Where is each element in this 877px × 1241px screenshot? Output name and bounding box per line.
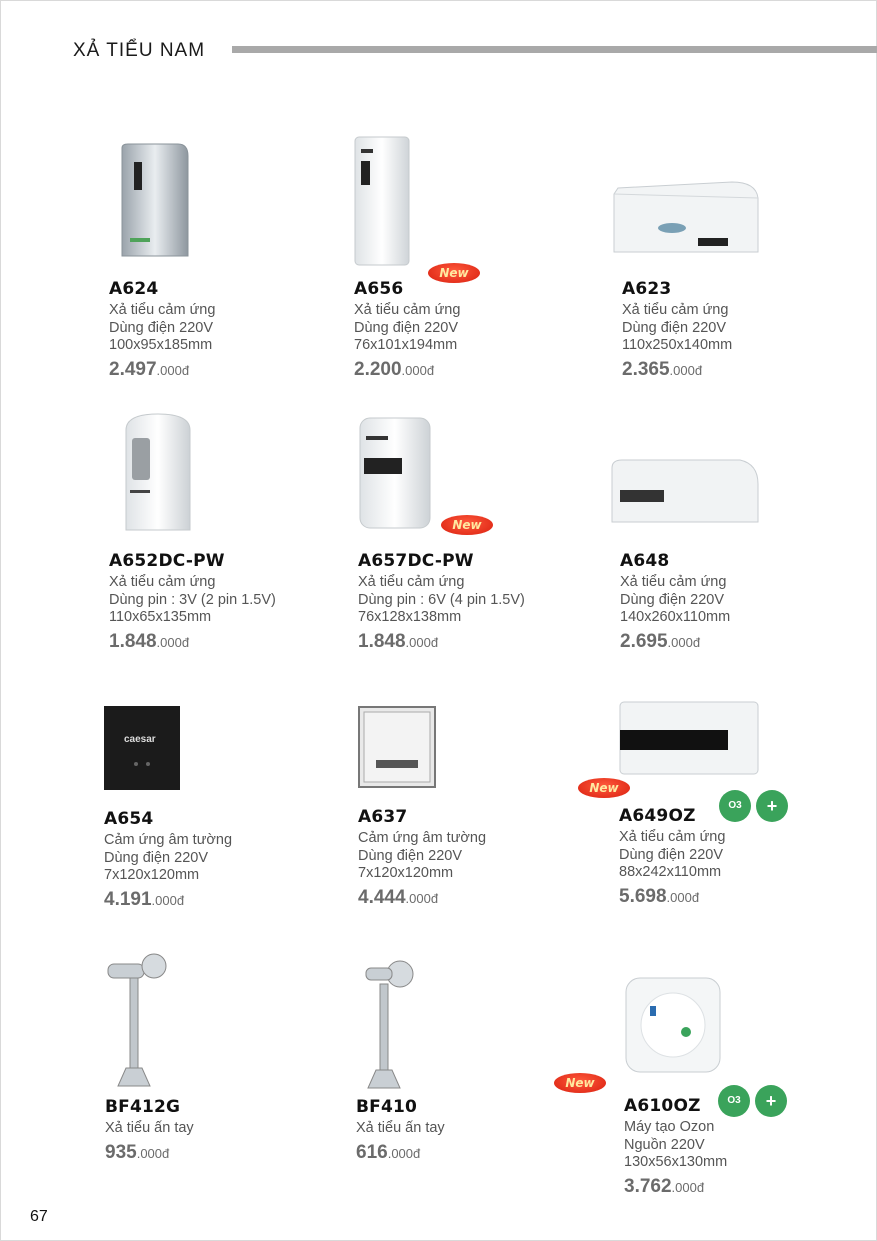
- product-spec: Xả tiểu cảm ứng: [109, 302, 216, 318]
- product-spec: 140x260x110mm: [620, 609, 731, 625]
- price-suffix: .000đ: [401, 362, 435, 378]
- price-suffix: .000đ: [666, 889, 700, 905]
- product-spec: Xả tiểu ấn tay: [105, 1120, 194, 1136]
- product-a623: [622, 279, 862, 381]
- price-value: 4.444: [358, 886, 406, 908]
- product-spec: 110x65x135mm: [109, 609, 212, 625]
- shield-icon: +: [756, 790, 788, 822]
- product-bf412g: [105, 1097, 345, 1164]
- product-price: [354, 359, 594, 381]
- product-code: BF412G: [105, 1097, 181, 1117]
- ozone-icon: O3: [718, 1085, 750, 1117]
- price-value: 4.191: [104, 888, 152, 910]
- price-suffix: .000đ: [156, 634, 190, 650]
- price-suffix: .000đ: [667, 634, 701, 650]
- product-price: [620, 631, 860, 653]
- new-badge: New: [554, 1073, 606, 1093]
- product-price: [109, 631, 349, 653]
- product-spec: Dùng điện 220V: [104, 849, 208, 866]
- product-image-a656: [353, 135, 411, 267]
- product-price: [109, 359, 349, 381]
- product-image-a648: [610, 458, 760, 524]
- product-a654: [104, 809, 344, 911]
- product-a656: [354, 279, 594, 381]
- product-code: A657DC-PW: [358, 551, 474, 571]
- product-spec: 76x101x194mm: [354, 337, 458, 353]
- product-price: [358, 631, 598, 653]
- product-a648: [620, 551, 860, 653]
- product-spec: Máy tạo Ozon: [624, 1119, 715, 1135]
- product-a657dc-pw: [358, 551, 598, 653]
- product-spec: Xả tiểu cảm ứng: [354, 302, 461, 318]
- product-spec: Xả tiểu cảm ứng: [620, 574, 727, 590]
- product-a652dc-pw: [109, 551, 349, 653]
- product-spec: Dùng điện 220V: [109, 319, 213, 336]
- price-suffix: .000đ: [405, 890, 439, 906]
- price-value: 2.497: [109, 358, 157, 380]
- product-code: A623: [622, 279, 672, 299]
- product-image-a657dc-pw: [356, 416, 434, 530]
- product-code: A656: [354, 279, 404, 299]
- product-image-bf412g: [104, 950, 168, 1090]
- product-a610oz: [624, 1096, 864, 1198]
- product-image-a652dc-pw: [122, 412, 194, 534]
- price-suffix: .000đ: [405, 634, 439, 650]
- product-image-a623: [612, 178, 762, 254]
- product-spec: Dùng điện 220V: [354, 319, 458, 336]
- product-spec: Xả tiểu cảm ứng: [622, 302, 729, 318]
- product-a624: [109, 279, 349, 381]
- price-suffix: .000đ: [669, 362, 703, 378]
- product-image-a610oz: [624, 976, 722, 1074]
- product-code: A652DC-PW: [109, 551, 225, 571]
- price-suffix: .000đ: [387, 1145, 421, 1161]
- product-spec: Dùng pin : 3V (2 pin 1.5V): [109, 591, 276, 608]
- product-spec: 7x120x120mm: [104, 867, 200, 883]
- price-value: 3.762: [624, 1175, 672, 1197]
- price-value: 2.695: [620, 630, 668, 652]
- product-price: [624, 1176, 864, 1198]
- header-rule: [232, 46, 877, 53]
- product-spec: Dùng pin : 6V (4 pin 1.5V): [358, 591, 525, 608]
- brand-logo: caesar: [124, 734, 156, 745]
- product-price: [104, 889, 344, 911]
- product-spec: Dùng điện 220V: [622, 319, 726, 336]
- product-a637: [358, 807, 598, 909]
- product-a649oz: [619, 806, 859, 908]
- price-suffix: .000đ: [151, 892, 185, 908]
- product-code: A637: [358, 807, 408, 827]
- shield-icon: +: [755, 1085, 787, 1117]
- price-value: 935: [105, 1141, 137, 1163]
- product-spec: Dùng điện 220V: [619, 846, 723, 863]
- product-spec: Cảm ứng âm tường: [358, 830, 487, 846]
- product-spec: Dùng điện 220V: [620, 591, 724, 608]
- product-spec: Xả tiểu cảm ứng: [358, 574, 465, 590]
- product-image-a649oz: [618, 700, 760, 776]
- product-spec: Nguồn 220V: [624, 1136, 705, 1153]
- product-code: A610OZ: [624, 1096, 701, 1116]
- price-value: 2.365: [622, 358, 670, 380]
- ozone-icon: O3: [719, 790, 751, 822]
- price-value: 616: [356, 1141, 388, 1163]
- price-value: 2.200: [354, 358, 402, 380]
- product-price: [358, 887, 598, 909]
- product-spec: Xả tiểu cảm ứng: [109, 574, 216, 590]
- price-value: 1.848: [358, 630, 406, 652]
- price-suffix: .000đ: [671, 1179, 705, 1195]
- product-spec: Dùng điện 220V: [358, 847, 462, 864]
- product-spec: 76x128x138mm: [358, 609, 462, 625]
- page-number: 67: [30, 1208, 48, 1225]
- product-image-bf410: [362, 958, 418, 1090]
- new-badge: New: [428, 263, 480, 283]
- product-code: A624: [109, 279, 159, 299]
- price-suffix: .000đ: [156, 362, 190, 378]
- product-image-a654: [104, 706, 180, 790]
- new-badge: New: [441, 515, 493, 535]
- new-badge: New: [578, 778, 630, 798]
- section-title: XẢ TIỂU NAM: [73, 40, 206, 61]
- product-code: BF410: [356, 1097, 418, 1117]
- price-value: 5.698: [619, 885, 667, 907]
- product-spec: 100x95x185mm: [109, 337, 213, 353]
- price-value: 1.848: [109, 630, 157, 652]
- product-spec: Xả tiểu ấn tay: [356, 1120, 445, 1136]
- product-spec: Xả tiểu cảm ứng: [619, 829, 726, 845]
- product-spec: 7x120x120mm: [358, 865, 454, 881]
- product-spec: Cảm ứng âm tường: [104, 832, 233, 848]
- product-price: [622, 359, 862, 381]
- product-price: [356, 1142, 596, 1164]
- product-spec: 88x242x110mm: [619, 864, 722, 880]
- product-image-a624: [118, 142, 190, 260]
- product-spec: 130x56x130mm: [624, 1154, 728, 1170]
- product-code: A648: [620, 551, 670, 571]
- product-bf410: [356, 1097, 596, 1164]
- product-price: [105, 1142, 345, 1164]
- product-image-a637: [358, 706, 436, 788]
- product-code: A649OZ: [619, 806, 696, 826]
- product-code: A654: [104, 809, 154, 829]
- price-suffix: .000đ: [136, 1145, 170, 1161]
- product-spec: 110x250x140mm: [622, 337, 733, 353]
- product-price: [619, 886, 859, 908]
